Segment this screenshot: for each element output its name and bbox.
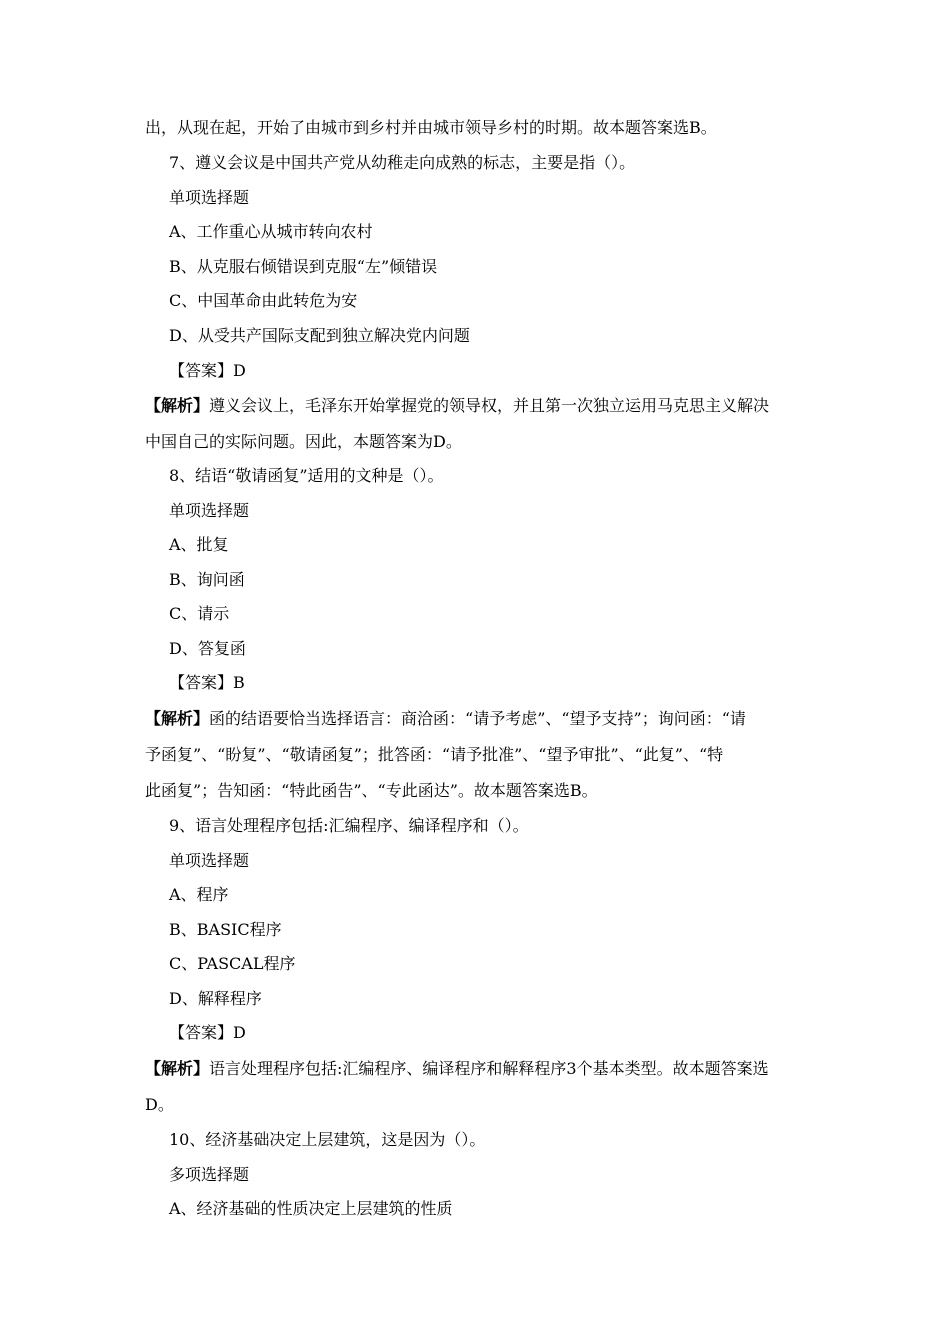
lead-text: 出，从现在起，开始了由城市到乡村并由城市领导乡村的时期。故本题答案选B。: [145, 118, 717, 137]
question-7-analysis-line-2: 中国自己的实际问题。因此，本题答案为D。: [145, 432, 462, 451]
question-9-type: 单项选择题: [169, 851, 250, 870]
question-7-option-a: A、工作重心从城市转向农村: [169, 222, 373, 241]
answer-tag: 【答案】: [169, 673, 234, 692]
question-9-option-d: D、解释程序: [169, 989, 262, 1008]
question-9-stem: 9、语言处理程序包括:汇编程序、编译程序和（）。: [169, 816, 529, 835]
question-10-type: 多项选择题: [169, 1165, 250, 1184]
question-7-type: 单项选择题: [169, 188, 250, 207]
question-8-type: 单项选择题: [169, 501, 250, 520]
question-7-option-b: B、从克服右倾错误到克服“左”倾错误: [169, 257, 438, 276]
question-8-analysis-line-1: [145, 709, 746, 729]
analysis-tag: 【解析】: [145, 1059, 210, 1078]
question-8-analysis-line-2: 予函复”、“盼复”、“敬请函复”；批答函：“请予批准”、“望予审批”、“此复”、“特: [145, 745, 724, 764]
question-9-option-c: C、PASCAL程序: [169, 954, 296, 973]
analysis-tag: 【解析】: [145, 709, 210, 728]
analysis-text: 语言处理程序包括:汇编程序、编译程序和解释程序3个基本类型。故本题答案选: [209, 1059, 769, 1078]
question-9-answer: [169, 1023, 246, 1043]
question-8-option-d: D、答复函: [169, 639, 246, 658]
answer-value: D: [233, 361, 246, 380]
question-7-stem: 7、遵义会议是中国共产党从幼稚走向成熟的标志，主要是指（）。: [169, 153, 636, 172]
analysis-text: 函的结语要恰当选择语言：商洽函：“请予考虑”、“望予支持”；询问函：“请: [209, 709, 746, 728]
question-9-analysis-line-1: [145, 1059, 769, 1079]
analysis-text: 遵义会议上，毛泽东开始掌握党的领导权，并且第一次独立运用马克思主义解决: [209, 396, 770, 415]
analysis-tag: 【解析】: [145, 396, 210, 415]
question-7-option-d: D、从受共产国际支配到独立解决党内问题: [169, 326, 470, 345]
question-8-option-a: A、批复: [169, 535, 229, 554]
question-8-option-c: C、请示: [169, 604, 230, 623]
question-8-option-b: B、询问函: [169, 570, 245, 589]
question-8-stem: 8、结语“敬请函复”适用的文种是（）。: [169, 466, 444, 485]
question-10-stem: 10、经济基础决定上层建筑，这是因为（）。: [169, 1130, 486, 1149]
answer-tag: 【答案】: [169, 1023, 234, 1042]
question-9-option-b: B、BASIC程序: [169, 920, 282, 939]
answer-value: B: [233, 673, 245, 692]
question-10-option-a: A、经济基础的性质决定上层建筑的性质: [169, 1199, 453, 1218]
question-7-analysis-line-1: [145, 396, 769, 416]
question-7-option-c: C、中国革命由此转危为安: [169, 291, 358, 310]
answer-tag: 【答案】: [169, 361, 234, 380]
question-9-analysis-line-2: D。: [145, 1095, 174, 1114]
question-7-answer: [169, 361, 246, 381]
question-9-option-a: A、程序: [169, 885, 229, 904]
question-8-analysis-line-3: 此函复”；告知函：“特此函告”、“专此函达”。故本题答案选B。: [145, 781, 598, 800]
question-8-answer: [169, 673, 245, 693]
answer-value: D: [233, 1023, 246, 1042]
